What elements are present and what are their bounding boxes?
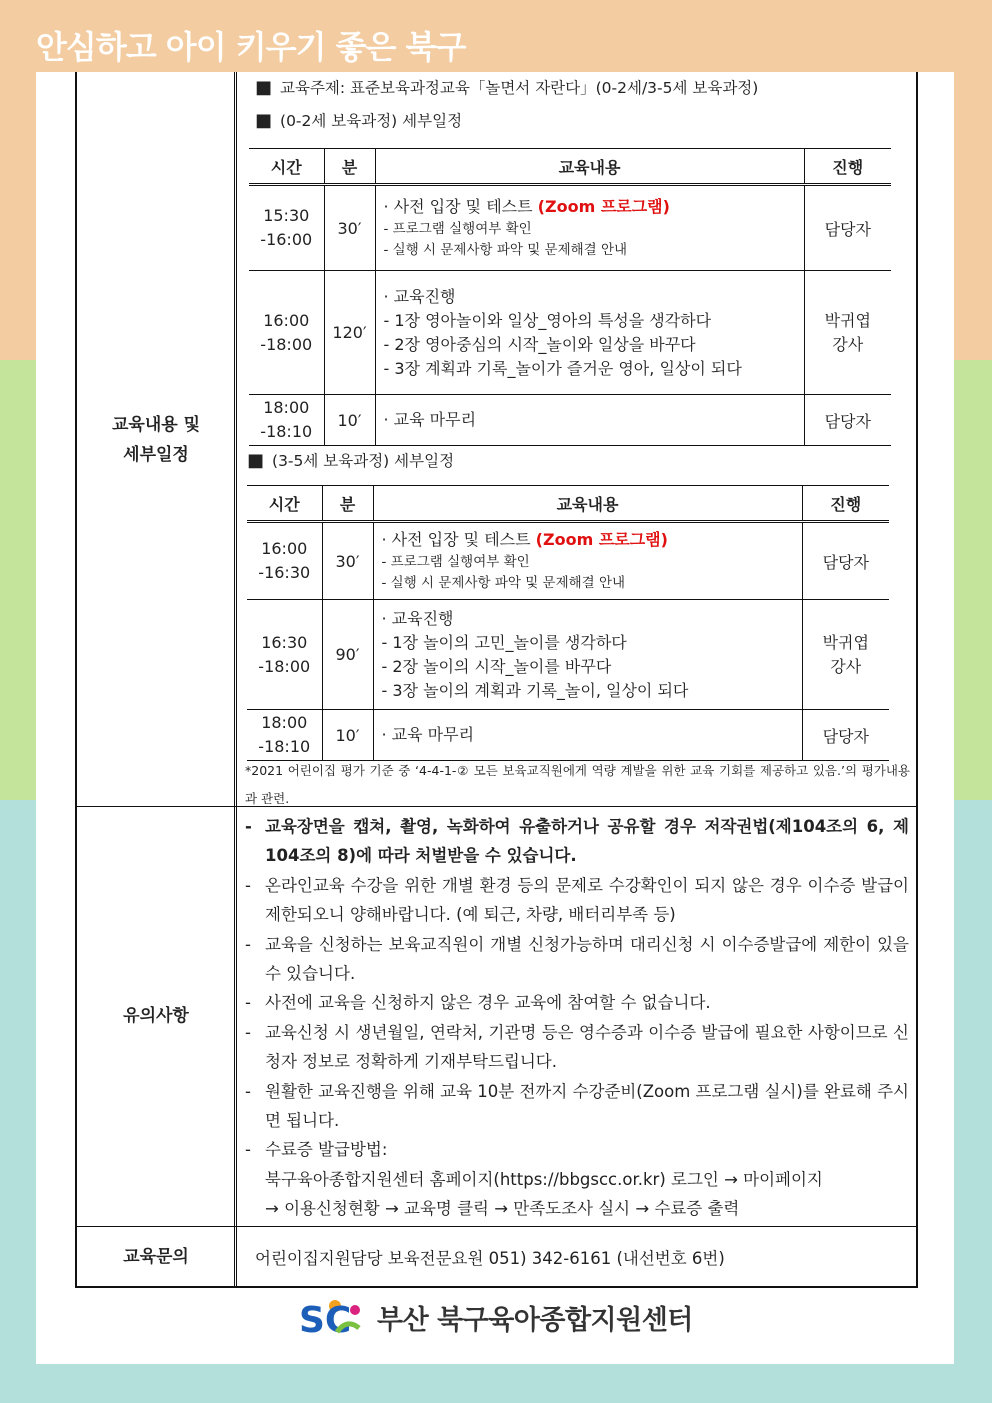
col-header-minutes: 분: [324, 149, 375, 185]
notice-list: [245, 812, 909, 1224]
topic-text: 교육주제: 표준보육과정교육「놀면서 자란다」(0-2세/3-5세 보육과정): [280, 79, 759, 97]
content-main: · 교육진행: [381, 608, 454, 628]
lead-person: 담당자: [804, 185, 891, 271]
content-detail: - 1장 놀이의 고민_놀이를 생각하다: [381, 632, 627, 652]
inquiry-label: 교육문의: [123, 1247, 189, 1267]
content-detail: - 프로그램 실행여부 확인: [381, 554, 530, 570]
row-divider: [75, 1226, 918, 1227]
duration: 30′: [324, 185, 375, 271]
lead-person: 박귀엽: [822, 632, 869, 652]
notice-item-text: 사전에 교육을 신청하지 않은 경우 교육에 참여할 수 없습니다.: [265, 993, 711, 1013]
notice-item-text: 교육신청 시 생년월일, 연락처, 기관명 등은 영수증과 이수증 발급에 필요한 사항이므로 신청자 정보로 정확하게 기재부탁드립니다.: [265, 1022, 909, 1072]
duration: 90′: [322, 600, 373, 710]
notice-item-text: 원활한 교육진행을 위해 교육 10분 전까지 수강준비(Zoom 프로그램 실시)를 완료해 주시면 됩니다.: [265, 1081, 909, 1131]
lead-role: 강사: [830, 656, 862, 676]
content-detail: - 프로그램 실행여부 확인: [383, 221, 532, 237]
notice-item: - 교육장면을 캡쳐, 촬영, 녹화하여 유출하거나 공유할 경우 저작권법(제104조의 6, 제104조의 8)에 따라 처벌받을 수 있습니다.: [245, 817, 909, 866]
notice-item: - 사전에 교육을 신청하지 않은 경우 교육에 참여할 수 없습니다.: [245, 993, 711, 1013]
content-highlight: (Zoom 프로그램): [535, 530, 668, 549]
footnote: *2021 어린이집 평가 기준 중 ‘4-4-1-② 모든 보육교직원에게 역량 계발을 위한 교육 기회를 제공하고 있음.’의 평가내용과 관련.: [245, 763, 910, 806]
time-end: -18:00: [260, 334, 313, 354]
content-main: · 사전 입장 및 테스트: [381, 530, 531, 549]
square-bullet-icon: ■: [247, 450, 265, 471]
duration: 30′: [322, 522, 373, 600]
square-bullet-icon: ■: [255, 77, 273, 98]
notice-item: - 교육을 신청하는 보육교직원이 개별 신청가능하며 대리신청 시 이수증발급에 제한이 있을 수 있습니다.: [245, 934, 909, 984]
table-row: [247, 600, 889, 710]
notice-item: - 온라인교육 수강을 위한 개별 환경 등의 문제로 수강확인이 되지 않은 경우 이수증 발급이 제한되오니 양해바랍니다. (예 퇴근, 차량, 배터리부족 등): [245, 875, 909, 925]
time-end: -18:10: [260, 422, 313, 441]
center-logo-icon: [297, 1296, 369, 1338]
sub1-title: [255, 109, 462, 131]
content-highlight: (Zoom 프로그램): [537, 197, 670, 216]
time-end: -16:00: [260, 230, 313, 249]
education-topic: [255, 76, 758, 98]
logo-letters: SC: [299, 1300, 352, 1338]
notice-item-text: 교육을 신청하는 보육교직원이 개별 신청가능하며 대리신청 시 이수증발급에 제한이 있을 수 있습니다.: [265, 934, 909, 984]
column-divider: [234, 72, 237, 1287]
col-header-content: 교육내용: [373, 486, 802, 522]
lead-role: 강사: [832, 334, 864, 354]
table-row: [249, 395, 891, 446]
col-header-lead: 진행: [804, 149, 891, 185]
content-detail: - 3장 놀이의 계획과 기록_놀이, 일상이 되다: [381, 680, 689, 700]
content-detail: - 실행 시 문제사항 파악 및 문제해결 안내: [383, 242, 628, 258]
sub2-title-text: (3-5세 보육과정) 세부일정: [272, 452, 455, 470]
lead-person: 담당자: [802, 710, 889, 761]
content-detail: - 실행 시 문제사항 파악 및 문제해결 안내: [381, 575, 626, 591]
notice-item: - 교육신청 시 생년월일, 연락처, 기관명 등은 영수증과 이수증 발급에 필요한 사항이므로 신청자 정보로 정확하게 기재부탁드립니다.: [245, 1022, 909, 1072]
lead-person: 담당자: [802, 522, 889, 600]
content-main: · 교육 마무리: [375, 395, 804, 446]
table-row: [249, 271, 891, 395]
time-start: 16:00: [261, 539, 308, 558]
col-header-time: 시간: [249, 149, 324, 185]
lead-person: 박귀엽: [824, 310, 871, 330]
content-detail: - 2장 놀이의 시작_놀이를 바꾸다: [381, 656, 612, 676]
org-name: 부산 북구육아종합지원센터: [377, 1304, 693, 1336]
issue-method-line: 북구육아종합지원센터 홈페이지(https://bbgscc.or.kr) 로그인 → 마이페이지: [265, 1169, 823, 1189]
col-header-lead: 진행: [802, 486, 889, 522]
schedule-table-3-5: [247, 485, 889, 761]
col-header-content: 교육내용: [375, 149, 804, 185]
footer-logo: [297, 1296, 693, 1338]
schedule-label: [77, 410, 235, 470]
content-detail: - 3장 계획과 기록_놀이가 즐거운 영아, 일상이 되다: [383, 358, 742, 378]
notice-item: - 수료증 발급방법:: [245, 1140, 388, 1160]
duration: 120′: [324, 271, 375, 395]
banner-title: 안심하고 아이 키우기 좋은 북구: [36, 28, 466, 66]
notice-item-text: 온라인교육 수강을 위한 개별 환경 등의 문제로 수강확인이 되지 않은 경우 이수증 발급이 제한되오니 양해바랍니다. (예 퇴근, 차량, 배터리부족 등): [265, 875, 909, 925]
time-start: 18:00: [263, 398, 310, 417]
notice-item-text: 교육장면을 캡쳐, 촬영, 녹화하여 유출하거나 공유할 경우 저작권법(제104조의 6, 제104조의 8)에 따라 처벌받을 수 있습니다.: [265, 817, 909, 866]
sub2-title: [247, 449, 454, 471]
sub1-title-text: (0-2세 보육과정) 세부일정: [280, 112, 463, 130]
time-start: 16:30: [261, 632, 308, 652]
notice-label: 유의사항: [123, 1006, 189, 1026]
col-header-minutes: 분: [322, 486, 373, 522]
square-bullet-icon: ■: [255, 110, 273, 131]
duration: 10′: [324, 395, 375, 446]
content-main: · 사전 입장 및 테스트: [383, 197, 533, 216]
issue-method-line: → 이용신청현황 → 교육명 클릭 → 만족도조사 실시 → 수료증 출력: [265, 1199, 740, 1219]
notice-item-text: 수료증 발급방법:: [265, 1140, 388, 1160]
notice-item: - 원활한 교육진행을 위해 교육 10분 전까지 수강준비(Zoom 프로그램 실시)를 완료해 주시면 됩니다.: [245, 1081, 909, 1131]
content-detail: - 1장 영아놀이와 일상_영아의 특성을 생각하다: [383, 310, 712, 330]
schedule-label-line1: 교육내용 및: [111, 415, 201, 435]
col-header-time: 시간: [247, 486, 322, 522]
inquiry-text: 어린이집지원담당 보육전문요원 051) 342-6161 (내선번호 6번): [255, 1249, 725, 1268]
content-detail: - 2장 영아중심의 시작_놀이와 일상을 바꾸다: [383, 334, 696, 354]
schedule-label-line2: 세부일정: [123, 445, 189, 465]
duration: 10′: [322, 710, 373, 761]
time-end: -18:00: [258, 656, 311, 676]
content-main: · 교육진행: [383, 286, 456, 306]
table-row: [247, 710, 889, 761]
time-start: 16:00: [263, 310, 310, 330]
lead-person: 담당자: [804, 395, 891, 446]
time-start: 15:30: [263, 206, 310, 225]
content-main: · 교육 마무리: [373, 710, 802, 761]
time-end: -16:30: [258, 563, 311, 582]
schedule-table-0-2: [249, 148, 891, 446]
table-row: [249, 185, 891, 271]
time-start: 18:00: [261, 713, 308, 732]
table-row: [247, 522, 889, 600]
time-end: -18:10: [258, 737, 311, 756]
